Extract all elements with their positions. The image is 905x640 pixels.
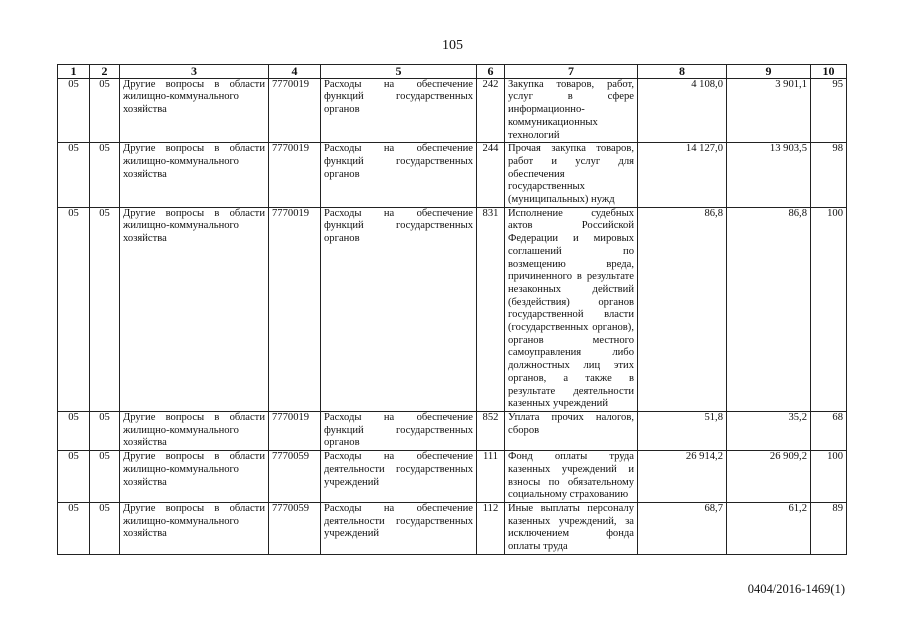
target-code: 7770059 <box>269 502 321 554</box>
actual-amount: 35,2 <box>727 411 811 450</box>
section-code: 05 <box>58 78 90 143</box>
subsection-code: 05 <box>90 411 120 450</box>
planned-amount: 68,7 <box>638 502 727 554</box>
subsection-code: 05 <box>90 143 120 208</box>
page-number: 105 <box>442 38 463 53</box>
table-row <box>58 78 847 143</box>
execution-percent: 68 <box>811 411 847 450</box>
header-cell: 8 <box>638 65 727 79</box>
subsection-code: 05 <box>90 207 120 411</box>
subsection-code: 05 <box>90 451 120 503</box>
execution-percent: 98 <box>811 143 847 208</box>
expense-type-code: 111 <box>477 451 505 503</box>
target-code: 7770019 <box>269 411 321 450</box>
section-code: 05 <box>58 451 90 503</box>
subsection-name: Другие вопросы в области жилищно-коммунального хозяйства <box>120 502 269 554</box>
planned-amount: 4 108,0 <box>638 78 727 143</box>
subsection-name: Другие вопросы в области жилищно-коммунального хозяйства <box>120 207 269 411</box>
header-cell: 4 <box>269 65 321 79</box>
target-name: Расходы на обеспечение деятельности государственных учреждений <box>321 502 477 554</box>
subsection-name: Другие вопросы в области жилищно-коммунального хозяйства <box>120 451 269 503</box>
section-code: 05 <box>58 143 90 208</box>
target-name: Расходы на обеспечение функций государственных органов <box>321 207 477 411</box>
expense-type-code: 112 <box>477 502 505 554</box>
expense-type-code: 244 <box>477 143 505 208</box>
expense-type-name: Иные выплаты персоналу казенных учреждений, за исключением фонда оплаты труда <box>505 502 638 554</box>
subsection-name: Другие вопросы в области жилищно-коммунального хозяйства <box>120 143 269 208</box>
expense-type-name: Уплата прочих налогов, сборов <box>505 411 638 450</box>
section-code: 05 <box>58 502 90 554</box>
expense-type-name: Фонд оплаты труда казенных учреждений и взносы по обязательному социальному страхованию <box>505 451 638 503</box>
target-name: Расходы на обеспечение деятельности государственных учреждений <box>321 451 477 503</box>
document-number: 0404/2016-1469(1) <box>747 582 845 596</box>
planned-amount: 86,8 <box>638 207 727 411</box>
execution-percent: 89 <box>811 502 847 554</box>
subsection-name: Другие вопросы в области жилищно-коммунального хозяйства <box>120 78 269 143</box>
header-cell: 6 <box>477 65 505 79</box>
header-cell: 2 <box>90 65 120 79</box>
subsection-code: 05 <box>90 78 120 143</box>
section-code: 05 <box>58 411 90 450</box>
expense-type-name: Прочая закупка товаров, работ и услуг для обеспечения государственных (муниципальных) нужд <box>505 143 638 208</box>
target-name: Расходы на обеспечение функций государственных органов <box>321 411 477 450</box>
execution-percent: 100 <box>811 207 847 411</box>
header-cell: 10 <box>811 65 847 79</box>
table-row <box>58 143 847 208</box>
expense-type-code: 831 <box>477 207 505 411</box>
header-cell: 7 <box>505 65 638 79</box>
target-name: Расходы на обеспечение функций государственных органов <box>321 143 477 208</box>
section-code: 05 <box>58 207 90 411</box>
subsection-name: Другие вопросы в области жилищно-коммунального хозяйства <box>120 411 269 450</box>
header-cell: 1 <box>58 65 90 79</box>
subsection-code: 05 <box>90 502 120 554</box>
execution-percent: 95 <box>811 78 847 143</box>
expense-type-name: Закупка товаров, работ, услуг в сфере информационно-коммуникационных технологий <box>505 78 638 143</box>
budget-table <box>57 64 847 555</box>
execution-percent: 100 <box>811 451 847 503</box>
header-row <box>58 65 847 79</box>
header-cell: 5 <box>321 65 477 79</box>
header-cell: 9 <box>727 65 811 79</box>
table-row <box>58 411 847 450</box>
target-code: 7770019 <box>269 143 321 208</box>
table-row <box>58 502 847 554</box>
table-row <box>58 451 847 503</box>
target-code: 7770019 <box>269 207 321 411</box>
planned-amount: 51,8 <box>638 411 727 450</box>
actual-amount: 3 901,1 <box>727 78 811 143</box>
planned-amount: 26 914,2 <box>638 451 727 503</box>
actual-amount: 26 909,2 <box>727 451 811 503</box>
actual-amount: 86,8 <box>727 207 811 411</box>
expense-type-name: Исполнение судебных актов Российской Федерации и мировых соглашений по возмещению вреда, причиненного в результате незаконных действий (бездействия) органов государственной власти (государственных органов), органов местного самоуправления либо должностных лиц этих органов, а также в результате деятельности казенных учреждений <box>505 207 638 411</box>
actual-amount: 61,2 <box>727 502 811 554</box>
expense-type-code: 242 <box>477 78 505 143</box>
planned-amount: 14 127,0 <box>638 143 727 208</box>
expense-type-code: 852 <box>477 411 505 450</box>
target-name: Расходы на обеспечение функций государственных органов <box>321 78 477 143</box>
header-cell: 3 <box>120 65 269 79</box>
target-code: 7770019 <box>269 78 321 143</box>
target-code: 7770059 <box>269 451 321 503</box>
table-row <box>58 207 847 411</box>
actual-amount: 13 903,5 <box>727 143 811 208</box>
